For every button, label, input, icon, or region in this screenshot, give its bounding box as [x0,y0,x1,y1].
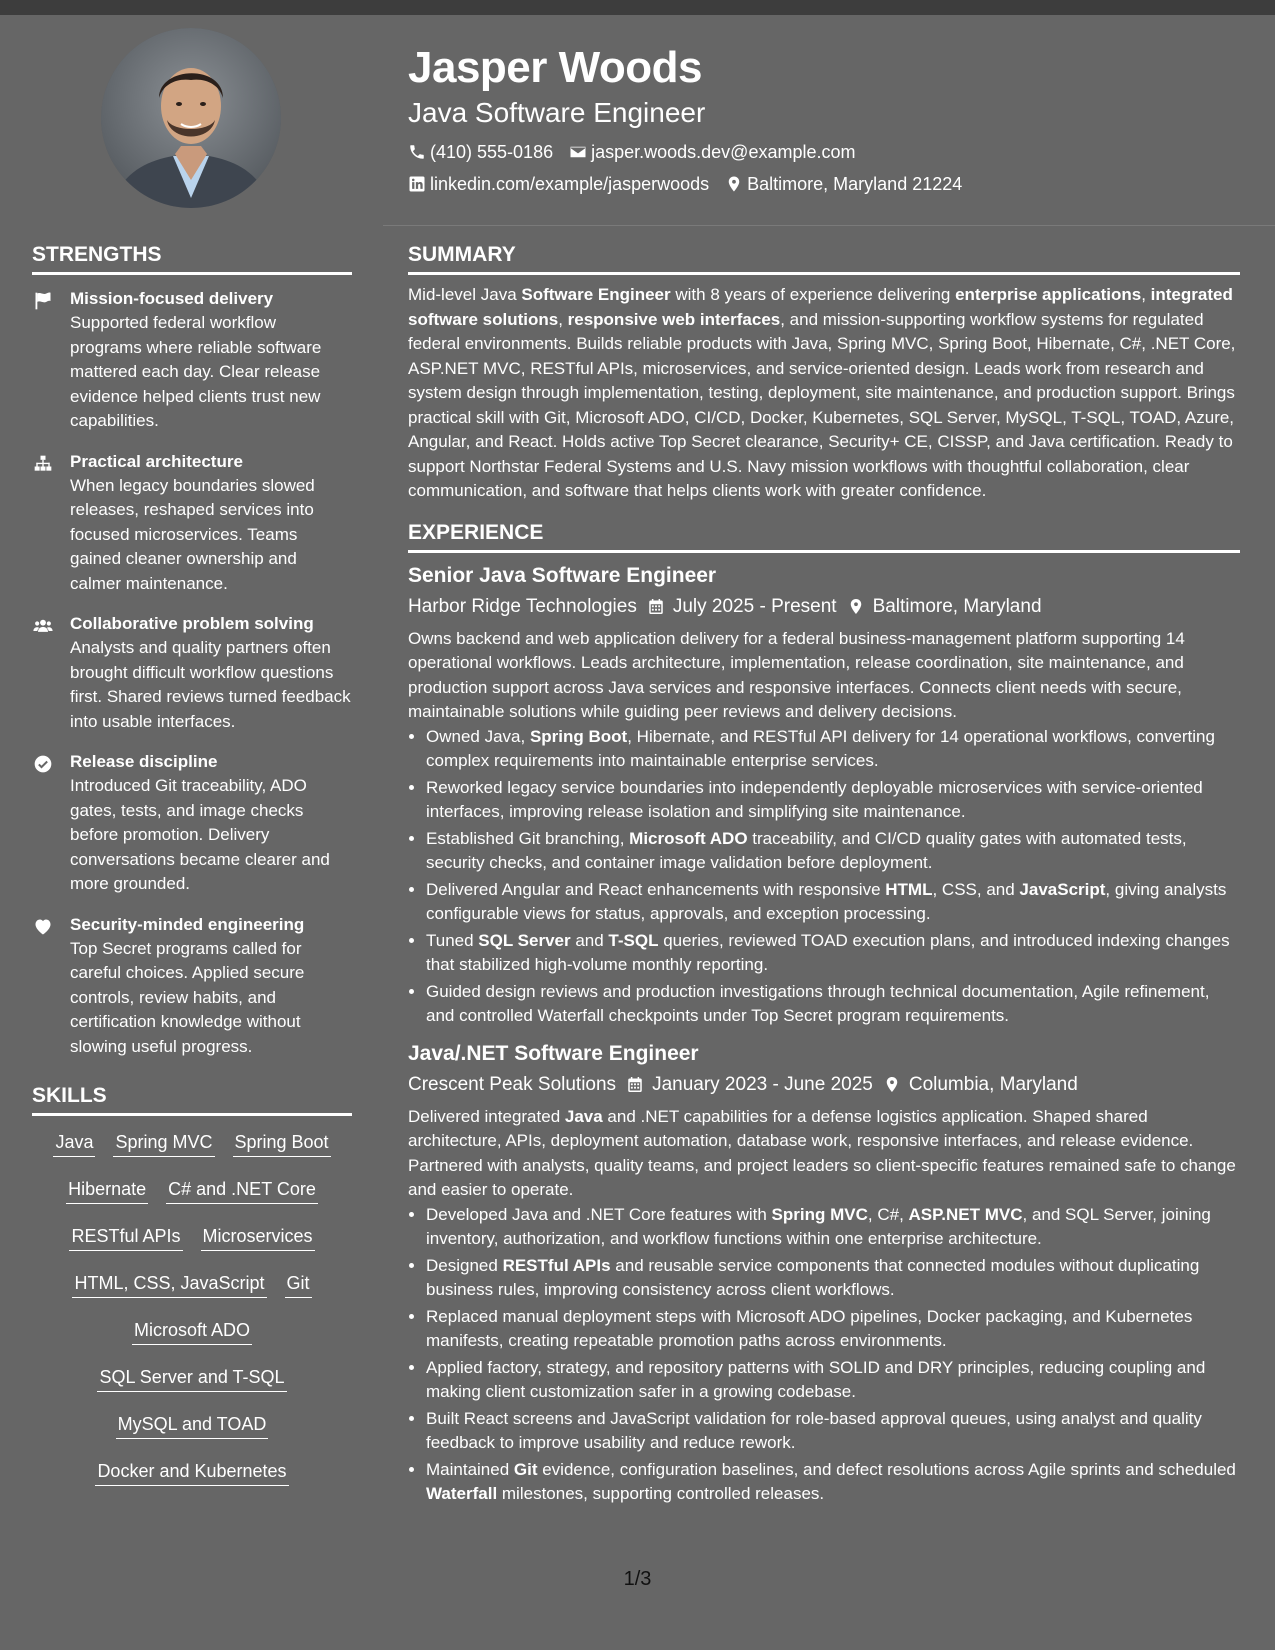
experience-section [408,518,1240,1507]
candidate-role: Java Software Engineer [408,97,706,128]
skill-tag: SQL Server and T-SQL [97,1365,286,1392]
top-bar [0,0,1275,15]
job-bullets [408,725,1240,1029]
strength-item [32,612,352,734]
heart-icon [32,917,54,937]
job-title: Senior Java Software Engineer [408,563,717,587]
job-company: Harbor Ridge Technologies [408,595,637,617]
strength-title: Release discipline [70,752,218,771]
job-bullet: • Tuned SQL Server and T-SQL queries, reviewed TOAD execution plans, and introduced indexing changes that stabilized high-volume monthly reporting. [426,929,1240,978]
job-bullet: • Delivered Angular and React enhancements with responsive HTML, CSS, and JavaScript, giving analysts configurable views for status, approvals, and exception processing. [426,878,1240,927]
job-location: Baltimore, Maryland [847,591,1042,623]
profile-photo [101,28,281,208]
job-bullet: • Maintained Git evidence, configuration baselines, and defect resolutions across Agile sprints and scheduled Waterfall milestones, supporting controlled releases. [426,1458,1240,1507]
job-entry [408,1039,1240,1507]
job-bullet: • Established Git branching, Microsoft ADO traceability, and CI/CD quality gates with automated tests, security checks, and container image validation before deployment. [426,827,1240,876]
skill-row [32,1457,352,1504]
envelope-icon [569,143,587,161]
page-number: 1/3 [623,1568,652,1590]
calendar-icon [647,597,665,616]
job-bullet: • Reworked legacy service boundaries into independently deployable microservices with service-oriented interfaces, improving release isolation and simplifying site maintenance. [426,776,1240,825]
strength-title: Collaborative problem solving [70,614,314,633]
strength-title: Security-minded engineering [70,914,305,934]
job-description: Delivered integrated Java and .NET capabilities for a defense logistics application. Shaped shared architecture, APIs, deployment automation, database work, responsive interfaces, and release evidence. Partnered with analysts, quality teams, and project leaders so client-specific features remained safe to change and easier to operate. [408,1106,1236,1199]
linkedin-url[interactable]: linkedin.com/example/jasperwoods [430,174,710,194]
skill-row [32,1128,352,1175]
job-description: Owns backend and web application delivery for a federal business-management platform supporting 14 operational workflows. Leads architecture, implementation, release coordination, site maintenance, and production support across Java services and responsive interfaces. Connects client needs with secure, maintainable solutions while guiding peer reviews and delivery decisions. [408,628,1185,721]
sitemap-icon [32,454,54,474]
skill-tag: RESTful APIs [69,1224,182,1251]
skill-tag: HTML, CSS, JavaScript [72,1271,266,1298]
job-meta [408,591,1240,623]
skills-section [32,1081,352,1504]
strength-item [32,287,352,434]
linkedin-icon [408,175,426,193]
job-bullet: • Applied factory, strategy, and repository patterns with SOLID and DRY principles, reducing coupling and making client customization safer in a growing codebase. [426,1356,1240,1405]
strength-text: Analysts and quality partners often brought difficult workflow questions first. Shared reviews turned feedback into usable interfaces. [70,638,351,731]
jobs-list [408,561,1240,1507]
job-bullet: • Designed RESTful APIs and reusable service components that connected modules without duplicating business rules, improving consistency across client workflows. [426,1254,1240,1303]
main-column [408,240,1240,1517]
skill-row [32,1363,352,1410]
phone-icon [408,143,426,161]
map-pin-icon [883,1075,901,1094]
job-location: Columbia, Maryland [883,1069,1078,1101]
job-bullets [408,1203,1240,1507]
users-icon [32,616,54,636]
strength-text: Introduced Git traceability, ADO gates, tests, and image checks before promotion. Delivery conversations became clearer and more grounded. [70,776,330,893]
check-circle-icon [32,754,54,774]
job-bullet: • Replaced manual deployment steps with Microsoft ADO pipelines, Docker packaging, and Kubernetes manifests, creating repeatable promotion paths across environments. [426,1305,1240,1354]
skill-row [32,1269,352,1316]
strength-item [32,750,352,897]
candidate-name: Jasper Woods [408,43,702,92]
skill-tag: Java [53,1130,95,1157]
skill-tag: C# and .NET Core [166,1177,318,1204]
job-title: Java/.NET Software Engineer [408,1041,699,1065]
contact-row-1 [408,136,1258,168]
contact-row-2 [408,168,1258,200]
strength-title: Mission-focused delivery [70,289,274,308]
summary-text: Mid-level Java Software Engineer with 8 years of experience delivering enterprise applications, integrated software solutions, responsive web interfaces, and mission-supporting workflow systems for regulated federal environments. Builds reliable products with Java, Spring MVC, Spring Boot, Hibernate, C#, .NET Core, ASP.NET MVC, RESTful APIs, microservices, and service-oriented design. Leads work from research and system design through implementation, testing, deployment, site maintenance, and production support. Brings practical skill with Git, Microsoft ADO, CI/CD, Docker, Kubernetes, SQL Server, MySQL, T-SQL, TOAD, Azure, Angular, and React. Holds active Top Secret clearance, Security+ CE, CISSP, and Java certification. Ready to support Northstar Federal Systems and U.S. Navy mission workflows with thoughtful collaboration, clear communication, and software that helps clients work with greater confidence. [408,285,1236,500]
skill-row [32,1410,352,1457]
skills-title: SKILLS [32,1081,352,1116]
strengths-title: STRENGTHS [32,240,352,275]
skill-row [32,1175,352,1222]
skill-tag: Spring MVC [113,1130,214,1157]
job-bullet: • Developed Java and .NET Core features with Spring MVC, C#, ASP.NET MVC, and SQL Server, joining inventory, authorization, and workflow functions within one enterprise architecture. [426,1203,1240,1252]
job-bullet: • Built React screens and JavaScript validation for role-based approval queues, using analyst and quality feedback to improve usability and reduce rework. [426,1407,1240,1456]
sidebar [32,240,352,1504]
flag-icon [32,291,54,311]
experience-title: EXPERIENCE [408,518,1240,553]
job-company: Crescent Peak Solutions [408,1073,617,1095]
strength-item [32,913,352,1060]
skill-tag: Spring Boot [233,1130,331,1157]
job-dates: July 2025 - Present [647,591,837,623]
skill-tag: MySQL and TOAD [116,1412,269,1439]
phone-number: (410) 555-0186 [430,142,554,162]
skill-tag: Git [285,1271,312,1298]
skill-tag: Microsoft ADO [132,1318,252,1345]
strength-item [32,450,352,597]
skill-tag: Microservices [201,1224,315,1251]
calendar-icon [626,1075,644,1094]
skill-tag: Hibernate [66,1177,148,1204]
header-divider [383,225,1275,226]
resume-header [408,40,1258,200]
linkedin-contact[interactable] [408,168,709,200]
location-contact [725,168,962,200]
strength-text: Supported federal workflow programs where reliable software mattered each day. Clear release evidence helped clients trust new capabilities. [70,313,322,430]
job-entry [408,561,1240,1029]
skill-row [32,1222,352,1269]
strength-title: Practical architecture [70,451,243,471]
map-pin-icon [847,597,865,616]
skill-row [32,1316,352,1363]
strength-text: Top Secret programs called for careful choices. Applied secure controls, review habits, and certification knowledge without slowing useful progress. [70,938,305,1056]
map-pin-icon [725,175,743,193]
skill-tag: Docker and Kubernetes [95,1459,288,1486]
location-text: Baltimore, Maryland 21224 [747,174,963,194]
job-dates: January 2023 - June 2025 [626,1069,873,1101]
job-bullet: • Owned Java, Spring Boot, Hibernate, and RESTful API delivery for 14 operational workflows, converting complex requirements into maintainable enterprise services. [426,725,1240,774]
job-bullet: • Guided design reviews and production investigations through technical documentation, Agile refinement, and controlled Waterfall checkpoints under Top Secret program requirements. [426,980,1240,1029]
strength-text: When legacy boundaries slowed releases, reshaped services into focused microservices. Teams gained cleaner ownership and calmer maintenance. [70,475,315,593]
skills-list [32,1128,352,1504]
job-meta [408,1069,1240,1101]
summary-title: SUMMARY [408,240,1240,275]
email-address[interactable]: jasper.woods.dev@example.com [591,142,856,162]
phone-contact [408,136,553,168]
email-contact[interactable] [569,136,855,168]
